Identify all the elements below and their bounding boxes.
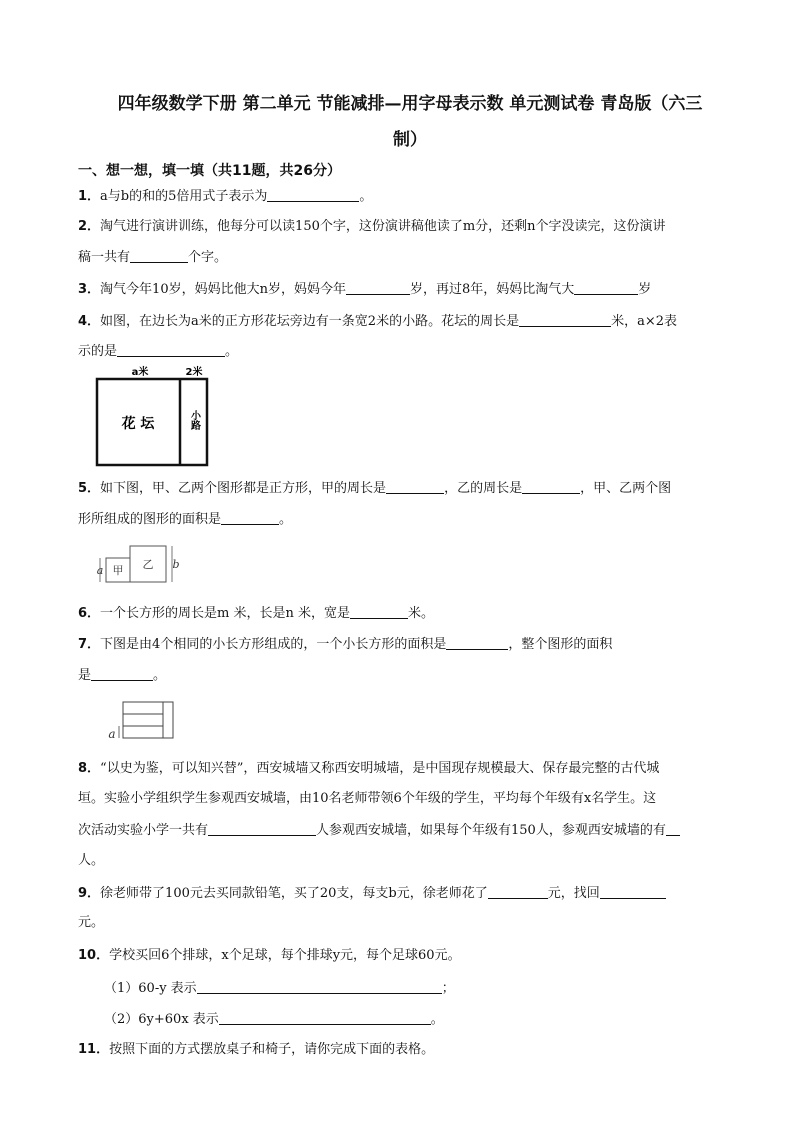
question-number: 8． xyxy=(78,761,101,776)
question-5-line-2 xyxy=(78,510,750,529)
title-line-2: 制） xyxy=(393,130,427,150)
question-text: 淘气今年10岁，妈妈比他大n岁，妈妈今年 xyxy=(100,282,346,297)
question-2-line-2 xyxy=(78,248,750,267)
question-text: 稿一共有 xyxy=(78,250,131,265)
rectangles-figure xyxy=(106,698,178,746)
question-6 xyxy=(78,604,750,623)
question-text-end: 。 xyxy=(153,668,167,683)
question-text: 岁，再过8年，妈妈比淘气大 xyxy=(409,282,575,297)
question-text: 人参观西安城墙，如果每个年级有150人，参观西安城墙的有 xyxy=(316,823,666,838)
question-number: 1． xyxy=(78,189,101,204)
section-heading: 一、想一想，填一填（共11题，共26分） xyxy=(78,163,341,179)
question-text: 徐老师带了100元去买同款铅笔，买了20支，每支b元，徐老师花了 xyxy=(100,886,488,901)
answer-blank[interactable] xyxy=(197,979,442,994)
exam-title xyxy=(70,86,750,158)
question-text: ，甲、乙两个图 xyxy=(580,481,672,496)
question-2 xyxy=(78,218,750,236)
answer-blank[interactable] xyxy=(600,884,666,899)
question-text: 如下图，甲、乙两个图形都是正方形，甲的周长是 xyxy=(100,481,387,496)
garden-label: 花 坛 xyxy=(121,416,155,432)
question-11 xyxy=(78,1041,750,1059)
question-text: 淘气进行演讲训练，他每分可以读150个字，这份演讲稿他读了m分，还剩n个字没读完，这份演讲 xyxy=(100,219,666,234)
path-label: 小路 xyxy=(188,410,200,430)
question-10-part-1 xyxy=(104,979,776,998)
answer-blank[interactable] xyxy=(574,280,638,295)
question-4 xyxy=(78,312,750,331)
question-text-end: 。 xyxy=(225,344,239,359)
question-text-end: 。 xyxy=(279,512,293,527)
answer-blank[interactable] xyxy=(208,821,316,836)
rectangle-width-label: a xyxy=(108,727,116,741)
question-10-part-2 xyxy=(104,1010,776,1029)
question-number: 5． xyxy=(78,481,101,496)
question-7 xyxy=(78,635,750,654)
question-text-end: 岁 xyxy=(638,282,652,297)
question-number: 6． xyxy=(78,606,101,621)
square-yi-label: 乙 xyxy=(142,558,154,571)
question-text: 学校买回6个排球，x个足球，每个排球y元，每个足球60元。 xyxy=(109,948,461,963)
side-length-label: a米 xyxy=(131,367,149,378)
question-8-line-3 xyxy=(78,821,750,840)
question-text: “以史为鉴，可以知兴替”，西安城墙又称西安明城墙，是中国现存规模最大、保存最完整的古代城 xyxy=(100,761,660,776)
square-a-side-label: a xyxy=(96,564,104,577)
question-number: 3． xyxy=(78,282,101,297)
question-text: 按照下面的方式摆放桌子和椅子，请你完成下面的表格。 xyxy=(109,1042,435,1057)
answer-blank[interactable] xyxy=(130,248,188,263)
question-text: 下图是由4个相同的小长方形组成的，一个小长方形的面积是 xyxy=(100,637,447,652)
question-text: ，整个图形的面积 xyxy=(508,637,613,652)
question-text-end: 。 xyxy=(359,189,373,204)
question-text: 如图，在边长为a米的正方形花坛旁边有一条宽2米的小路。花坛的周长是 xyxy=(100,314,520,329)
answer-blank[interactable] xyxy=(346,280,410,295)
question-1 xyxy=(78,187,750,206)
question-text: （1）60-y 表示 xyxy=(104,981,197,996)
question-text: ，乙的周长是 xyxy=(444,481,523,496)
answer-blank[interactable] xyxy=(446,635,508,650)
question-number: 2． xyxy=(78,219,101,234)
question-number: 11． xyxy=(78,1042,110,1057)
question-number: 7． xyxy=(78,637,101,652)
answer-blank[interactable] xyxy=(117,342,225,357)
question-10 xyxy=(78,947,750,965)
answer-blank[interactable] xyxy=(219,1010,431,1025)
answer-blank[interactable] xyxy=(350,604,408,619)
answer-blank[interactable] xyxy=(522,479,580,494)
question-number: 9． xyxy=(78,886,101,901)
question-text-end: 。 xyxy=(430,1012,444,1027)
squares-figure xyxy=(90,543,186,587)
answer-blank[interactable] xyxy=(488,884,548,899)
title-line-1: 四年级数学下册 第二单元 节能减排—用字母表示数 单元测试卷 青岛版（六三 xyxy=(117,94,703,114)
question-text: 次活动实验小学一共有 xyxy=(78,823,209,838)
path-width-label: 2米 xyxy=(185,367,203,378)
question-5 xyxy=(78,479,750,498)
square-b-side-label: b xyxy=(172,558,180,571)
question-text: 是 xyxy=(78,668,92,683)
question-text: 米，a×2表 xyxy=(611,314,677,329)
answer-blank[interactable] xyxy=(91,666,153,681)
square-jia-label: 甲 xyxy=(112,564,124,577)
question-text: 形所组成的图形的面积是 xyxy=(78,512,222,527)
question-8-line-4: 人。 xyxy=(78,853,105,868)
question-8 xyxy=(78,760,750,778)
question-text-end: 个字。 xyxy=(188,250,228,265)
question-text: 一个长方形的周长是m 米，长是n 米，宽是 xyxy=(100,606,351,621)
answer-blank[interactable] xyxy=(386,479,444,494)
question-3 xyxy=(78,280,750,299)
answer-blank[interactable] xyxy=(267,187,359,202)
question-number: 10． xyxy=(78,948,110,963)
question-9 xyxy=(78,884,750,903)
question-8-line-2: 垣。实验小学组织学生参观西安城墙，由10名老师带领6个年级的学生，平均每个年级有x名学生。这 xyxy=(78,791,657,806)
answer-blank[interactable] xyxy=(221,510,279,525)
question-text: （2）6y+60x 表示 xyxy=(104,1012,219,1027)
question-text: a与b的和的5倍用式子表示为 xyxy=(100,189,268,204)
question-number: 4． xyxy=(78,314,101,329)
garden-figure xyxy=(88,364,218,470)
question-9-line-2: 元。 xyxy=(78,915,105,930)
question-text-end: 米。 xyxy=(408,606,435,621)
question-text: 元，找回 xyxy=(547,886,600,901)
answer-blank[interactable] xyxy=(519,312,611,327)
question-4-line-2 xyxy=(78,342,750,361)
question-text-end: ； xyxy=(441,981,455,996)
question-text: 示的是 xyxy=(78,344,118,359)
question-7-line-2 xyxy=(78,666,750,685)
answer-blank[interactable] xyxy=(666,821,680,836)
